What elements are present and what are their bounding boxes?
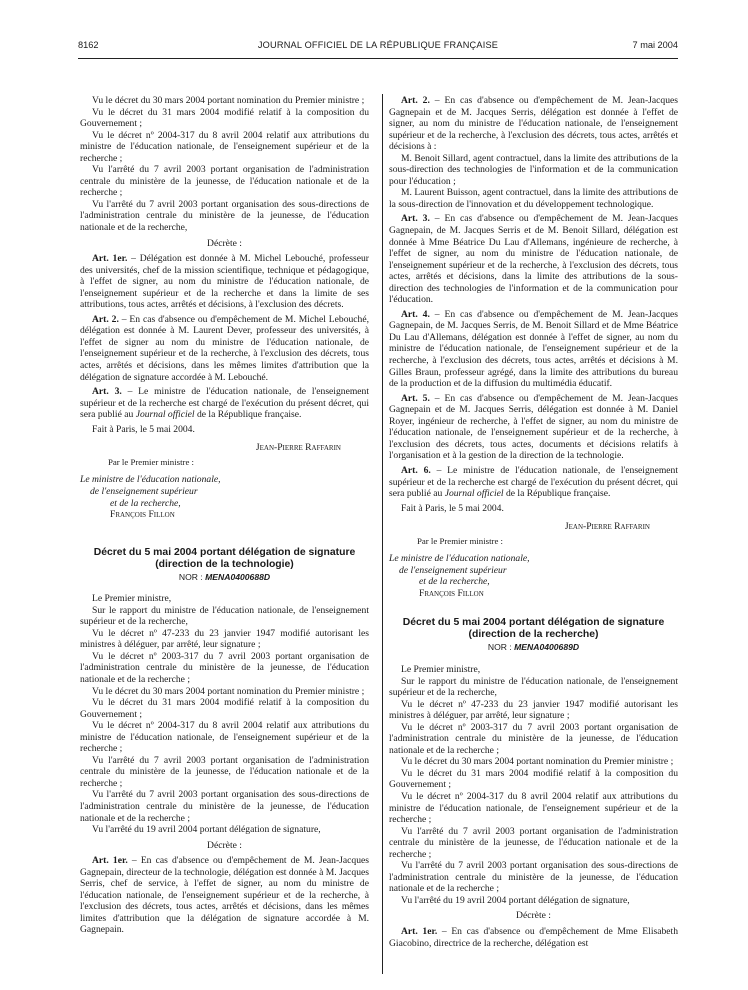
- article-paragraph: [80, 855, 369, 936]
- minister-line: de l'enseignement supérieur: [90, 485, 198, 497]
- decree-title-line: Décret du 5 mai 2004 portant délégation de signature: [402, 617, 665, 629]
- par-le-premier-ministre: Par le Premier ministre :: [417, 535, 503, 546]
- vu-paragraph: Vu l'arrêté du 19 avril 2004 portant délégation de signature,: [92, 824, 321, 836]
- minister-line: Le ministre de l'éducation nationale,: [389, 553, 530, 565]
- vu-paragraph: Vu le décret nº 2004-317 du 8 avril 2004 relatif aux attributions du ministre de l'éducation nationale, de l'enseignement supérieur et de la recherche ;: [80, 129, 369, 164]
- decree-title-line: Décret du 5 mai 2004 portant délégation de signature: [93, 546, 356, 558]
- vu-paragraph: Vu le décret du 30 mars 2004 portant nomination du Premier ministre ;: [401, 756, 674, 768]
- minister-signature: [80, 474, 369, 520]
- vu-paragraph: Vu l'arrêté du 7 avril 2003 portant organisation de l'administration centrale du ministère de la jeunesse, de l'éducation nationale et de la recherche ;: [389, 825, 678, 860]
- decree-title-line: (direction de la recherche): [468, 629, 599, 641]
- journal-title: JOURNAL OFFICIEL DE LA RÉPUBLIQUE FRANÇAISE: [257, 40, 499, 50]
- vu-paragraph: Vu le décret du 30 mars 2004 portant nomination du Premier ministre ;: [92, 95, 365, 106]
- nor-label: NOR :: [178, 571, 206, 582]
- vu-paragraph: Vu le décret nº 2004-317 du 8 avril 2004 relatif aux attributions du ministre de l'éducation nationale, de l'enseignement supérieur et de la recherche ;: [389, 790, 678, 826]
- minister-line: et de la recherche,: [110, 497, 181, 509]
- decrete-heading: Décrète :: [207, 237, 242, 249]
- article-text: de la République française.: [503, 488, 611, 500]
- article-label: Art. 1er.: [401, 926, 438, 937]
- article-label: Art. 1er.: [92, 253, 128, 265]
- article-text: – En cas d'absence ou d'empêchement de M. Jean-Jacques Gagnepain, de M. Jacques Serris et de M. Benoit Sillard, délégation est donnée à Mme Béatrice Du Lau d'Allemans, ingénieure de recherche, à l'effet de signer, au nom du ministre de l'éducation nationale, de l'enseignement supérieur et de la recherche, à l'exclusion des décrets, tous actes, arrêtés et décisions, dans la limite des attributions de la sous-direction des technologies de l'information et de la communication pour l'éducation.: [389, 213, 678, 306]
- article-label: Art. 3.: [92, 386, 122, 398]
- journal-officiel-ref: Journal officiel: [135, 409, 195, 421]
- article-paragraph: [389, 213, 678, 305]
- vu-paragraph: Vu l'arrêté du 7 avril 2003 portant organisation des sous-directions de l'administration centrale du ministère de la jeunesse, de l'éducation nationale et de la recherche,: [80, 198, 369, 234]
- par-le-premier-ministre: Par le Premier ministre :: [108, 456, 194, 467]
- article-label: Art. 6.: [401, 464, 431, 476]
- nor-reference: [389, 642, 678, 654]
- column-divider: [382, 94, 383, 974]
- page-number: 8162: [78, 40, 99, 50]
- vu-paragraph: Vu le décret nº 2003-317 du 7 avril 2003 portant organisation de l'administration centrale du ministère de la jeunesse, de l'éducation nationale et de la recherche ;: [80, 650, 369, 685]
- fait-a-paris: Fait à Paris, le 5 mai 2004.: [92, 423, 195, 435]
- decree-title: [80, 547, 369, 571]
- article-label: Art. 2.: [92, 313, 119, 325]
- intro-paragraph: Sur le rapport du ministre de l'éducation nationale, de l'enseignement supérieur et de la recherche,: [389, 675, 678, 699]
- article-label: Art. 1er.: [92, 855, 128, 867]
- article-label: Art. 5.: [401, 392, 430, 404]
- article-text: de la République française.: [194, 409, 302, 421]
- issue-date: 7 mai 2004: [632, 40, 678, 50]
- article-text: – En cas d'absence ou d'empêchement de M. Michel Lebouché, délégation est donnée à M. Laurent Dever, professeur des universités, à l'effet de signer au nom du ministre de l'éducation nationale, de l'enseignement supérieur et de la recherche, à l'exclusion des décrets, tous actes, arrêtés et décisions, dans les mêmes limites d'attribution que la délégation de signature accordée à M. Lebouché.: [80, 313, 370, 383]
- decree-title-line: (direction de la technologie): [155, 558, 294, 570]
- decree-title: [389, 617, 678, 641]
- delegate-paragraph: M. Laurent Buisson, agent contractuel, dans la limite des attributions de la sous-direction de l'innovation et du développement technologique.: [389, 187, 678, 210]
- article-label: Art. 2.: [401, 95, 430, 106]
- vu-paragraph: Vu le décret du 30 mars 2004 portant nomination du Premier ministre ;: [92, 685, 365, 697]
- article-text: – En cas d'absence ou d'empêchement de M. Jean-Jacques Gagnepain et de M. Jacques Serris, délégation est donnée à l'effet de signer, au nom du ministre de l'éducation nationale, de l'enseignement supérieur et de la recherche, à l'exclusion des décrets, tous actes, arrêtés et décisions à :: [389, 95, 678, 153]
- header-rule: [78, 58, 678, 59]
- delegate-paragraph: M. Benoit Sillard, agent contractuel, dans la limite des attributions de la sous-direction des technologies de l'information et de la communication pour l'éducation ;: [389, 152, 678, 187]
- vu-paragraph: Vu l'arrêté du 7 avril 2003 portant organisation des sous-directions de l'administration centrale du ministère de la jeunesse, de l'éducation nationale et de la recherche ;: [389, 860, 678, 895]
- signatory: Jean-Pierre Raffarin: [564, 521, 650, 533]
- vu-paragraph: Vu le décret du 31 mars 2004 modifié relatif à la composition du Gouvernement ;: [80, 106, 369, 130]
- minister-signature: [389, 553, 678, 599]
- nor-code: MENA0400689D: [514, 642, 580, 653]
- article-paragraph: [389, 393, 678, 462]
- article-label: Art. 3.: [401, 213, 430, 225]
- vu-paragraph: Vu l'arrêté du 7 avril 2003 portant organisation de l'administration centrale du ministère de la jeunesse, de l'éducation nationale et de la recherche ;: [80, 754, 369, 789]
- article-text: – Délégation est donnée à M. Michel Lebouché, professeur des universités, chef de la mission scientifique, technique et pédagogique, à l'effet de signer, au nom du ministre de l'éducation nationale, de l'enseignement supérieur et de la recherche et dans la limite de ses attributions, tous actes, arrêtés et décisions, à l'exclusion des décrets.: [80, 253, 369, 311]
- article-text: – Le ministre de l'éducation nationale, de l'enseignement supérieur et de la recherche est chargé de l'exécution du présent décret, qui sera publié au: [389, 464, 679, 500]
- article-paragraph: [389, 95, 678, 153]
- journal-officiel-ref: Journal officiel: [444, 488, 504, 500]
- page-header: [78, 40, 678, 54]
- vu-paragraph: Vu le décret du 31 mars 2004 modifié relatif à la composition du Gouvernement ;: [389, 767, 678, 791]
- article-paragraph: [389, 465, 678, 500]
- left-column: [80, 95, 369, 936]
- minister-line: Le ministre de l'éducation nationale,: [80, 474, 221, 486]
- right-column: [389, 95, 678, 949]
- article-paragraph: [389, 926, 678, 949]
- decrete-heading: Décrète :: [516, 910, 551, 922]
- article-paragraph: [80, 314, 369, 383]
- article-text: – En cas d'absence ou d'empêchement de M. Jean-Jacques Gagnepain et de M. Jacques Serris, délégation est donnée à M. Daniel Royer, ingénieur de recherche, à l'effet de signer, au nom du ministre de l'éducation nationale, de l'enseignement supérieur et de la recherche, à l'exclusion des décrets, tous actes, documents et décisions relatifs à l'organisation et à la gestion de la direction de la technologie.: [389, 392, 678, 462]
- vu-paragraph: Vu le décret nº 47-233 du 23 janvier 1947 modifié autorisant les ministres à déléguer, par arrêté, leur signature ;: [80, 627, 369, 651]
- nor-label: NOR :: [487, 642, 515, 653]
- article-text: – En cas d'absence ou d'empêchement de Mme Elisabeth Giacobino, directrice de la recherche, délégation est: [389, 926, 678, 949]
- minister-name: François Fillon: [110, 509, 175, 521]
- decrete-heading: Décrète :: [207, 839, 242, 851]
- vu-paragraph: Vu le décret nº 2004-317 du 8 avril 2004 relatif aux attributions du ministre de l'éducation nationale, de l'enseignement supérieur et de la recherche ;: [80, 720, 369, 755]
- article-text: – En cas d'absence ou d'empêchement de M. Jean-Jacques Gagnepain, de M. Jacques Serris, de M. Benoit Sillard et de Mme Béatrice Du Lau d'Allemans, délégation est donnée à l'effet de signer, au nom du ministre de l'éducation nationale, de l'enseignement supérieur et de la recherche, à l'exclusion des décrets, tous actes, arrêtés et décisions à M. Gilles Braun, professeur agrégé, dans la limite des attributions du bureau de la production et de la diffusion du multimédia éducatif.: [389, 308, 678, 390]
- fait-a-paris: Fait à Paris, le 5 mai 2004.: [401, 502, 504, 514]
- vu-paragraph: Vu l'arrêté du 7 avril 2003 portant organisation des sous-directions de l'administration centrale du ministère de la jeunesse, de l'éducation nationale et de la recherche ;: [80, 789, 369, 824]
- intro-paragraph: Sur le rapport du ministre de l'éducation nationale, de l'enseignement supérieur et de la recherche,: [80, 604, 369, 628]
- article-paragraph: [80, 253, 369, 311]
- vu-paragraph: Vu le décret du 31 mars 2004 modifié relatif à la composition du Gouvernement ;: [80, 697, 369, 720]
- signatory: Jean-Pierre Raffarin: [255, 442, 341, 454]
- vu-paragraph: Vu l'arrêté du 7 avril 2003 portant organisation de l'administration centrale du ministère de la jeunesse, de l'éducation nationale et de la recherche ;: [80, 164, 369, 199]
- nor-reference: [80, 572, 369, 584]
- article-text: – Le ministre de l'éducation nationale, de l'enseignement supérieur et de la recherche est chargé de l'exécution du présent décret, qui sera publié au: [80, 386, 370, 421]
- nor-code: MENA0400688D: [205, 571, 271, 582]
- article-paragraph: [389, 309, 678, 390]
- minister-name: François Fillon: [419, 587, 484, 599]
- article-paragraph: [80, 386, 369, 421]
- article-label: Art. 4.: [401, 308, 430, 320]
- minister-line: et de la recherche,: [419, 576, 490, 588]
- minister-line: de l'enseignement supérieur: [399, 564, 507, 576]
- vu-paragraph: Vu le décret nº 2003-317 du 7 avril 2003 portant organisation de l'administration centrale du ministère de la jeunesse, de l'éducation nationale et de la recherche ;: [389, 721, 678, 756]
- vu-paragraph: Vu l'arrêté du 19 avril 2004 portant délégation de signature,: [401, 894, 630, 906]
- intro-paragraph: Le Premier ministre,: [92, 593, 172, 605]
- intro-paragraph: Le Premier ministre,: [401, 663, 481, 675]
- article-text: – En cas d'absence ou d'empêchement de M. Jean-Jacques Gagnepain, directeur de la technologie, délégation est donnée à M. Jacques Serris, chef de service, à l'effet de signer, au nom du ministre de l'éducation nationale, de l'enseignement supérieur et de la recherche, à l'exclusion des décrets, tous actes, arrêtés et décisions, dans les mêmes limites d'attribution que la délégation de signature accordée à M. Gagnepain.: [80, 855, 369, 936]
- vu-paragraph: Vu le décret nº 47-233 du 23 janvier 1947 modifié autorisant les ministres à déléguer, par arrêté, leur signature ;: [389, 698, 678, 722]
